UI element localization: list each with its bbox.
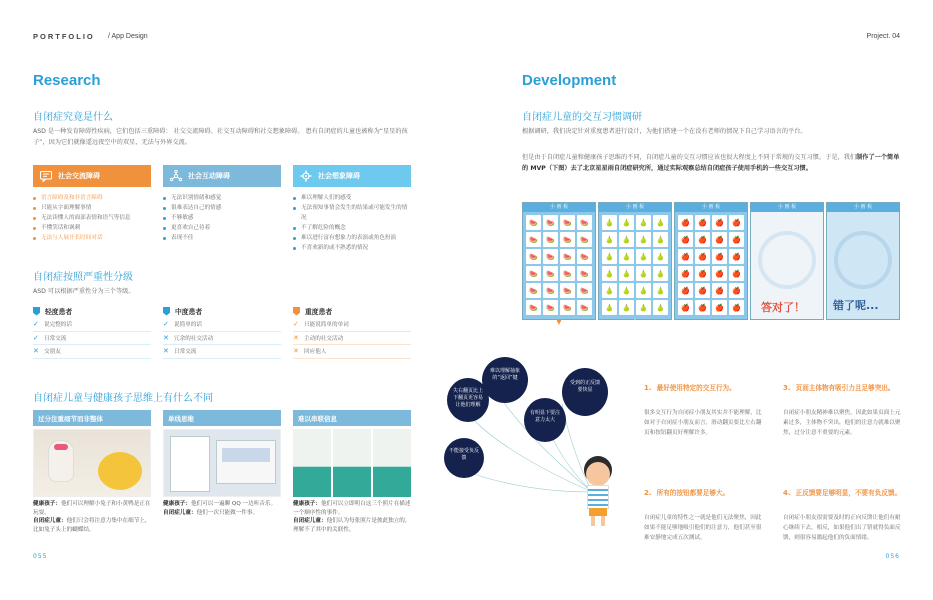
list-item: 不懂笑话和讽刺 — [33, 223, 151, 233]
development-title: Development — [522, 72, 617, 89]
category-interaction — [163, 165, 281, 253]
fruit-tile[interactable]: 🍐 — [619, 249, 634, 264]
autism-intro: ASD 是一种发育障碍性疾病，它们包括三重障碍： 社交交流障碍、社交互动障碍和社交想象障碍。 患有自闭症的儿童也被称为“星星的孩子”，因为它们就像遥远夜空中的双星，无法与外界交流。 — [33, 128, 408, 146]
fruit-tile[interactable]: 🍐 — [619, 232, 634, 247]
photo-1 — [293, 429, 331, 497]
fruit-tile[interactable]: 🍐 — [653, 215, 668, 230]
list-item: 表现不佳 — [163, 233, 281, 243]
check-icon: ✓ — [293, 320, 299, 329]
list-item: 语言障碍及和非语言障碍 — [33, 193, 151, 203]
level-row: ✓ 说简单的话 — [163, 318, 281, 332]
gear-icon — [299, 170, 312, 183]
check-icon: ✓ — [33, 333, 39, 342]
sequence-photos — [293, 429, 411, 497]
insight: 4. 正反馈要足够明显，不要有负反馈。 自闭症小朋友很需要及时的正向反馈让他们有耐心继续下去，相反，如果他们出了错就得负面反馈，则很容易激起他们的负面情绪。 — [783, 489, 902, 541]
fruit-tile[interactable]: 🍐 — [636, 283, 651, 298]
wrong-text: 错了呢... — [833, 299, 879, 312]
list-item: 无法读懂人的面部表情和语气等信息 — [33, 213, 151, 223]
fruit-tile[interactable]: 🍎 — [712, 249, 727, 264]
fruit-tile[interactable]: 🍐 — [636, 215, 651, 230]
category-header — [293, 165, 411, 187]
fruit-tile[interactable]: 🍉 — [560, 266, 575, 281]
list-item: 很难表达自己的情感 — [163, 203, 281, 213]
fruit-tile[interactable]: 🍉 — [577, 232, 592, 247]
card-linking-info — [293, 410, 411, 534]
fruit-tile[interactable]: 🍎 — [729, 232, 744, 247]
fruit-tile[interactable]: 🍐 — [653, 232, 668, 247]
insights — [644, 375, 904, 543]
level-row: ✕ 交朋友 — [33, 345, 151, 359]
severity-intro: ASD 可以根据严重性分为三个等级。 — [33, 288, 135, 295]
fruit-tile[interactable]: 🍉 — [526, 215, 541, 230]
bow — [54, 444, 68, 450]
chat-icon — [39, 170, 52, 183]
fruit-tile[interactable]: 🍎 — [678, 266, 693, 281]
question-what-is-autism: 自闭症究竟是什么 — [33, 112, 113, 123]
network-icon — [169, 170, 182, 183]
fruit-tile[interactable]: 🍐 — [602, 249, 617, 264]
mvp-screen: 小 画 板 🍎 🍎 🍎 🍎 🍎 🍎 🍎 🍎 🍎 🍎 🍎 🍎 🍎 🍎 🍎 🍎 🍎 🍎 🍎 🍎 🍎 🍎 🍎 🍎 — [674, 202, 748, 320]
list-item: 不够敏感 — [163, 213, 281, 223]
research-p1: 根据调研，我们决定针对重度患者进行设计，为他们搭建一个在没有老师的情况下自己学习语言的平台。 — [522, 128, 807, 135]
fruit-tile[interactable]: 🍎 — [712, 266, 727, 281]
category-title: 社会交流障碍 — [58, 172, 100, 180]
correct-text: 答对了！ — [761, 301, 805, 314]
level-row: ✓ 日常交流 — [33, 332, 151, 346]
check-icon: ✓ — [33, 320, 39, 329]
fruit-grid — [523, 212, 595, 318]
fruit-tile[interactable]: 🍎 — [678, 232, 693, 247]
portfolio-brand: PORTFOLIO — [33, 32, 95, 41]
balloons-illustration — [442, 352, 627, 532]
list-item: 难以理解人们的感受 — [293, 193, 411, 203]
category-communication — [33, 165, 151, 253]
fruit-tile[interactable]: 🍎 — [729, 215, 744, 230]
fruit-tile[interactable]: 🍐 — [619, 266, 634, 281]
fruit-tile[interactable]: 🍎 — [712, 283, 727, 298]
mvp-screen-wrong: 小 画 板 错了呢... — [826, 202, 900, 320]
fruit-tile[interactable]: 🍐 — [602, 300, 617, 315]
fruit-tile[interactable]: 🍐 — [619, 300, 634, 315]
fruit-tile[interactable]: 🍉 — [526, 283, 541, 298]
fruit-tile[interactable]: 🍎 — [695, 249, 710, 264]
fruit-tile[interactable]: 🍎 — [678, 215, 693, 230]
fruit-tile[interactable]: 🍐 — [653, 283, 668, 298]
fruit-tile[interactable]: 🍉 — [543, 232, 558, 247]
fruit-tile[interactable]: 🍉 — [543, 215, 558, 230]
severity-levels — [33, 306, 411, 359]
fruit-tile[interactable]: 🍉 — [560, 215, 575, 230]
arrow-down-icon[interactable]: ↓ — [632, 318, 638, 326]
list-item: 无法识别情绪和感觉 — [163, 193, 281, 203]
child-shorts — [589, 508, 607, 516]
question-difference: 自闭症儿童与健康孩子思维上有什么不同 — [33, 393, 213, 404]
level-row: ✓ 只能说简单的单词 — [293, 318, 411, 332]
fruit-tile[interactable]: 🍉 — [543, 249, 558, 264]
child-shirt — [587, 485, 609, 509]
mvp-screen: 小 画 板 🍐 🍐 🍐 🍐 🍐 🍐 🍐 🍐 🍐 🍐 🍐 🍐 🍐 🍐 🍐 🍐 🍐 🍐 🍐 🍐 🍐 🍐 🍐 🍐 ↓ — [598, 202, 672, 320]
photo-3 — [373, 429, 411, 497]
fruit-tile[interactable]: 🍐 — [636, 232, 651, 247]
fruit-tile[interactable]: 🍉 — [560, 283, 575, 298]
balloon: 失右翻页比上下翻页更容易让他们理解 — [447, 378, 489, 422]
fruit-tile[interactable]: 🍎 — [695, 283, 710, 298]
list-item: 更喜欢自己待着 — [163, 223, 281, 233]
fruit-tile[interactable]: 🍎 — [678, 249, 693, 264]
flag-icon — [163, 307, 170, 316]
fruit-tile[interactable]: 🍐 — [619, 283, 634, 298]
fruit-tile[interactable]: 🍐 — [636, 300, 651, 315]
fruit-tile[interactable]: 🍎 — [695, 232, 710, 247]
card-title: 过分注重细节而非整体 — [33, 410, 151, 426]
fruit-tile[interactable]: 🍐 — [602, 266, 617, 281]
child-face — [586, 462, 610, 486]
fruit-tile[interactable]: 🍎 — [729, 283, 744, 298]
question-severity: 自闭症按照严重性分级 — [33, 272, 133, 283]
fruit-grid — [599, 212, 671, 318]
list-item: 不喜欢新的或不熟悉的情况 — [293, 243, 411, 253]
fruit-tile[interactable]: 🍎 — [678, 300, 693, 315]
balloon: 有明显下要注意力太大 — [524, 398, 566, 442]
card-text: 健康孩子：他们可以一遍聊 QQ 一边听音乐。 自闭症儿童：他们一次只能做一件事。 — [163, 501, 277, 516]
insight: 1. 最好使用特定的交互行为。 很多交互行为自闭症小朋友其实并不能理解，比如对于自闭症小朋友而言，滑动翻页要比左右翻页和按钮翻页好理解许多。 — [644, 384, 762, 436]
fruit-tile[interactable]: 🍐 — [636, 266, 651, 281]
list-item: 难以进行富有想象力的表演或角色扮演 — [293, 233, 411, 243]
question-interaction-research: 自闭症儿童的交互习惯调研 — [522, 112, 642, 123]
fruit-tile[interactable]: 🍉 — [526, 266, 541, 281]
category-title: 社会互动障碍 — [188, 172, 230, 180]
toys-photo — [33, 429, 151, 497]
face-icon — [834, 231, 892, 289]
insight: 2. 所有的按钮都要足够大。 自闭症儿童的特性之一就是他们无法聚焦，因此如果不能足够地吸引他们的注意力，他们甚至很难安静地完成五次测试。 — [644, 489, 762, 541]
breadcrumb: / App Design — [108, 33, 148, 40]
fruit-tile[interactable]: 🍎 — [695, 300, 710, 315]
page-number-left: 055 — [33, 553, 48, 560]
project-label: Project. 04 — [866, 33, 900, 40]
fruit-tile[interactable]: 🍉 — [526, 249, 541, 264]
balloon: 难以理解抽象的“返回”键 — [482, 357, 528, 403]
fruit-tile[interactable]: 🍐 — [619, 215, 634, 230]
fruit-tile[interactable]: 🍐 — [653, 300, 668, 315]
category-title: 社会想象障碍 — [318, 172, 360, 180]
fruit-tile[interactable]: 🍐 — [653, 266, 668, 281]
fruit-tile[interactable]: 🍎 — [712, 232, 727, 247]
card-single-thread — [163, 410, 281, 534]
level-severe — [293, 306, 411, 359]
difference-cards — [33, 410, 411, 534]
fruit-tile[interactable]: 🍎 — [729, 300, 744, 315]
category-imagination — [293, 165, 411, 253]
flag-icon — [293, 307, 300, 316]
mvp-screen-correct: 小 画 板 答对了！ — [750, 202, 824, 320]
fruit-tile[interactable]: 🍐 — [636, 249, 651, 264]
level-title: 轻度患者 — [33, 306, 151, 316]
desktop-screenshot — [163, 429, 281, 497]
category-list — [163, 193, 281, 243]
category-header — [163, 165, 281, 187]
fruit-tile[interactable]: 🍎 — [678, 283, 693, 298]
fruit-tile[interactable]: 🍉 — [577, 215, 592, 230]
fruit-tile[interactable]: 🍉 — [543, 266, 558, 281]
card-title: 单线思维 — [163, 410, 281, 426]
card-text: 健康孩子：他们可以立即明白这三个照片在描述一个顺序性的事件。 自闭症儿童：他们认为每张照片是彼此独立的，理解不了其中的关联性。 — [293, 501, 411, 533]
level-moderate — [163, 306, 281, 359]
fruit-tile[interactable]: 🍉 — [577, 300, 592, 315]
category-list — [33, 193, 151, 243]
level-row: ✓ 说完整的话 — [33, 318, 151, 332]
fruit-tile[interactable]: 🍉 — [560, 249, 575, 264]
cross-icon: ✕ — [163, 347, 169, 356]
photo-2 — [333, 429, 371, 497]
fruit-tile[interactable]: 🍉 — [560, 300, 575, 315]
category-list — [293, 193, 411, 253]
balloon: 受到的正反馈要快显 — [562, 368, 608, 416]
smile-icon — [758, 231, 816, 289]
list-item: 只能从字面理解事情 — [33, 203, 151, 213]
list-item: 不了解危险的概念 — [293, 223, 411, 233]
card-title: 难以串联信息 — [293, 410, 411, 426]
mvp-screen: 小 画 板 🍉 🍉 🍉 🍉 🍉 🍉 🍉 🍉 🍉 🍉 🍉 🍉 🍉 🍉 🍉 🍉 🍉 🍉 🍉 🍉 🍉 🍉 🍉 🍉 ▼ — [522, 202, 596, 320]
fruit-tile[interactable]: 🍉 — [560, 232, 575, 247]
fruit-tile[interactable]: 🍎 — [695, 266, 710, 281]
level-mild — [33, 306, 151, 359]
level-title: 重度患者 — [293, 306, 411, 316]
list-item: 无法与人展开长时间对话 — [33, 233, 151, 243]
level-row: ✕ 主动的社交活动 — [293, 332, 411, 346]
arrow-down-icon[interactable]: ▼ — [556, 318, 562, 326]
flag-icon — [33, 307, 40, 316]
fruit-tile[interactable]: 🍐 — [602, 215, 617, 230]
card-detail-focus — [33, 410, 151, 534]
fruit-grid — [675, 212, 747, 318]
level-title: 中度患者 — [163, 306, 281, 316]
cross-icon: ✕ — [293, 333, 299, 342]
fruit-tile[interactable]: 🍎 — [729, 266, 744, 281]
page-number-right: 056 — [885, 553, 900, 560]
check-icon: ✓ — [163, 320, 169, 329]
fruit-tile[interactable]: 🍐 — [602, 232, 617, 247]
cross-icon: ✕ — [33, 347, 39, 356]
fruit-tile[interactable]: 🍎 — [695, 215, 710, 230]
level-row: ✕ 回应他人 — [293, 345, 411, 359]
mvp-screens — [522, 202, 900, 326]
level-row: ✕ 冗余的社交活动 — [163, 332, 281, 346]
fruit-tile[interactable]: 🍉 — [526, 232, 541, 247]
list-item: 无法预知事情会发生的结果或可能发生的情况 — [293, 203, 411, 223]
fruit-tile[interactable]: 🍐 — [602, 283, 617, 298]
fruit-tile[interactable]: 🍉 — [526, 300, 541, 315]
category-header — [33, 165, 151, 187]
fruit-tile[interactable]: 🍉 — [577, 249, 592, 264]
fruit-tile[interactable]: 🍎 — [729, 249, 744, 264]
card-text: 健康孩子：他们可以理解小兔子和小黄鸭是正在玩耍。 自闭症儿童：他们只会将注意力集中在细节上，比如兔子头上的蝴蝶结。 — [33, 501, 151, 533]
fruit-tile[interactable]: 🍎 — [712, 215, 727, 230]
balloon: 不能接受负反馈 — [444, 438, 484, 478]
fruit-tile[interactable]: 🍉 — [577, 266, 592, 281]
insight: 3. 页面主体物有吸引力且足够突出。 自闭症小朋友精神难以聚焦，因此如果页面上元素过多，主体物不突出，他们的注意力就难以聚焦，过分注意不重要的元素。 — [783, 384, 901, 436]
fruit-tile[interactable]: 🍎 — [712, 300, 727, 315]
fruit-tile[interactable]: 🍉 — [543, 300, 558, 315]
cross-icon: ✕ — [293, 347, 299, 356]
fruit-tile[interactable]: 🍉 — [543, 283, 558, 298]
disorder-categories — [33, 165, 411, 253]
cross-icon: ✕ — [163, 333, 169, 342]
fruit-tile[interactable]: 🍐 — [653, 249, 668, 264]
duck-toy — [98, 452, 142, 490]
research-p2: 但是由于自闭症儿童和健康孩子思维的不同，自闭症儿童的交互习惯应该也很大程度上不同于常规的交互习惯。于是，我们制作了一个简单的 MVP（下图）去了北京星星雨自闭症研究所，通过实际观察总结自闭症孩子使用手机的一些交互习惯。 — [522, 154, 900, 172]
fruit-tile[interactable]: 🍉 — [577, 283, 592, 298]
level-row: ✕ 日常交流 — [163, 345, 281, 359]
research-title: Research — [33, 72, 101, 89]
